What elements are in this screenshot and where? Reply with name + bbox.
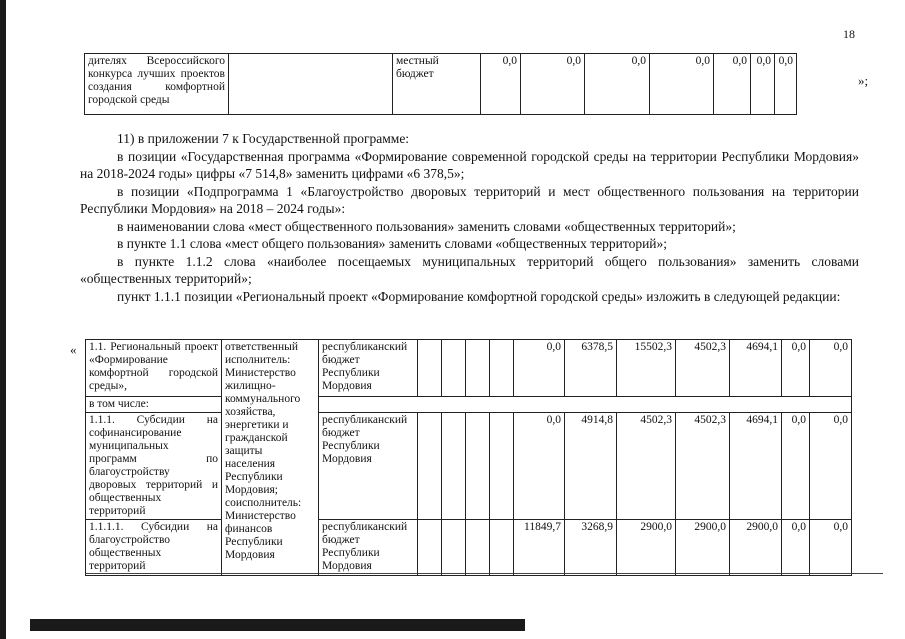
executor-cell: ответственный исполнитель: Министерство жилищно-коммунального хозяйства, энергетики и гражданской защиты населения Республики Мордовия; соисполнитель: Министерство финансов Республики Мордовия (222, 340, 319, 576)
value-cell: 0,0 (585, 54, 650, 115)
value-cell: 2900,0 (617, 520, 676, 576)
table-row (86, 520, 852, 576)
value-cell: 2900,0 (730, 520, 782, 576)
value-cell: 0,0 (775, 54, 797, 115)
value-cell: 0,0 (650, 54, 714, 115)
value-cell: 4502,3 (617, 413, 676, 520)
paragraph: в наименовании слова «мест общественного пользования» заменить словами «общественных территорий»; (117, 218, 736, 234)
scan-edge-left (0, 0, 6, 639)
name-cell: 1.1. Региональный проект «Формирование комфортной городской среды», (86, 340, 222, 397)
value-cell: 6378,5 (565, 340, 617, 397)
value-cell: 0,0 (751, 54, 775, 115)
value-cell: 4502,3 (676, 340, 730, 397)
table-row (86, 413, 852, 520)
source-cell: местный бюджет (393, 54, 481, 115)
amendment-text (80, 130, 859, 305)
paragraph: в позиции «Государственная программа «Формирование современной городской среды на территории Республики Мордовия» на 2018-2024 годы» цифры «7 514,8» заменить цифрами «6 378,5»; (80, 148, 859, 181)
value-cell: 0,0 (714, 54, 751, 115)
scan-edge-bottom (30, 619, 525, 631)
value-cell: 4694,1 (730, 340, 782, 397)
executor-cell (229, 54, 393, 115)
source-cell: республиканский бюджет Республики Мордовия (319, 413, 418, 520)
value-cell: 4914,8 (565, 413, 617, 520)
value-cell: 0,0 (810, 340, 852, 397)
value-cell: 0,0 (810, 413, 852, 520)
continued-table (84, 53, 797, 115)
paragraph: в пункте 1.1 слова «мест общего пользования» заменить словами «общественных территорий»; (117, 236, 668, 251)
value-cell: 15502,3 (617, 340, 676, 397)
paragraph: в позиции «Подпрограмма 1 «Благоустройство дворовых территорий и мест общественного пользования на территории Республики Мордовия» на 2018 – 2024 годы»: (80, 183, 859, 216)
value-cell: 3268,9 (565, 520, 617, 576)
paragraph: 11) в приложении 7 к Государственной программе: (117, 131, 410, 146)
paragraph: пункт 1.1.1 позиции «Региональный проект «Формирование комфортной городской среды» изложить в следующей редакции: (117, 288, 841, 304)
value-cell: 0,0 (782, 520, 810, 576)
program-table (85, 339, 852, 576)
name-cell: 1.1.1. Субсидии на софинансирование муниципальных программ по благоустройству дворовых территорий и общественных территорий (86, 413, 222, 520)
table-row (85, 54, 797, 115)
value-cell: 0,0 (782, 413, 810, 520)
value-cell: 0,0 (514, 340, 565, 397)
page-number: 18 (843, 27, 855, 41)
value-cell: 4502,3 (676, 413, 730, 520)
source-cell: республиканский бюджет Республики Мордовия (319, 520, 418, 576)
source-cell: республиканский бюджет Республики Мордовия (319, 340, 418, 397)
closing-quote: »; (858, 73, 869, 88)
table-row (86, 397, 852, 413)
value-cell: 0,0 (514, 413, 565, 520)
table-row (86, 340, 852, 397)
value-cell: 4694,1 (730, 413, 782, 520)
paragraph: в пункте 1.1.2 слова «наиболее посещаемых муниципальных территорий общего пользования» заменить словами «общественных территорий»; (80, 253, 859, 286)
value-cell: 0,0 (481, 54, 521, 115)
name-cell: дителях Всероссийского конкурса лучших проектов создания комфортной городской среды (85, 54, 229, 115)
name-cell: в том числе: (86, 397, 222, 413)
value-cell: 0,0 (521, 54, 585, 115)
value-cell: 2900,0 (676, 520, 730, 576)
divider (85, 573, 883, 574)
name-cell: 1.1.1.1. Субсидии на благоустройство общественных территорий (86, 520, 222, 576)
opening-quote: « (70, 342, 77, 357)
value-cell: 11849,7 (514, 520, 565, 576)
value-cell: 0,0 (810, 520, 852, 576)
value-cell: 0,0 (782, 340, 810, 397)
